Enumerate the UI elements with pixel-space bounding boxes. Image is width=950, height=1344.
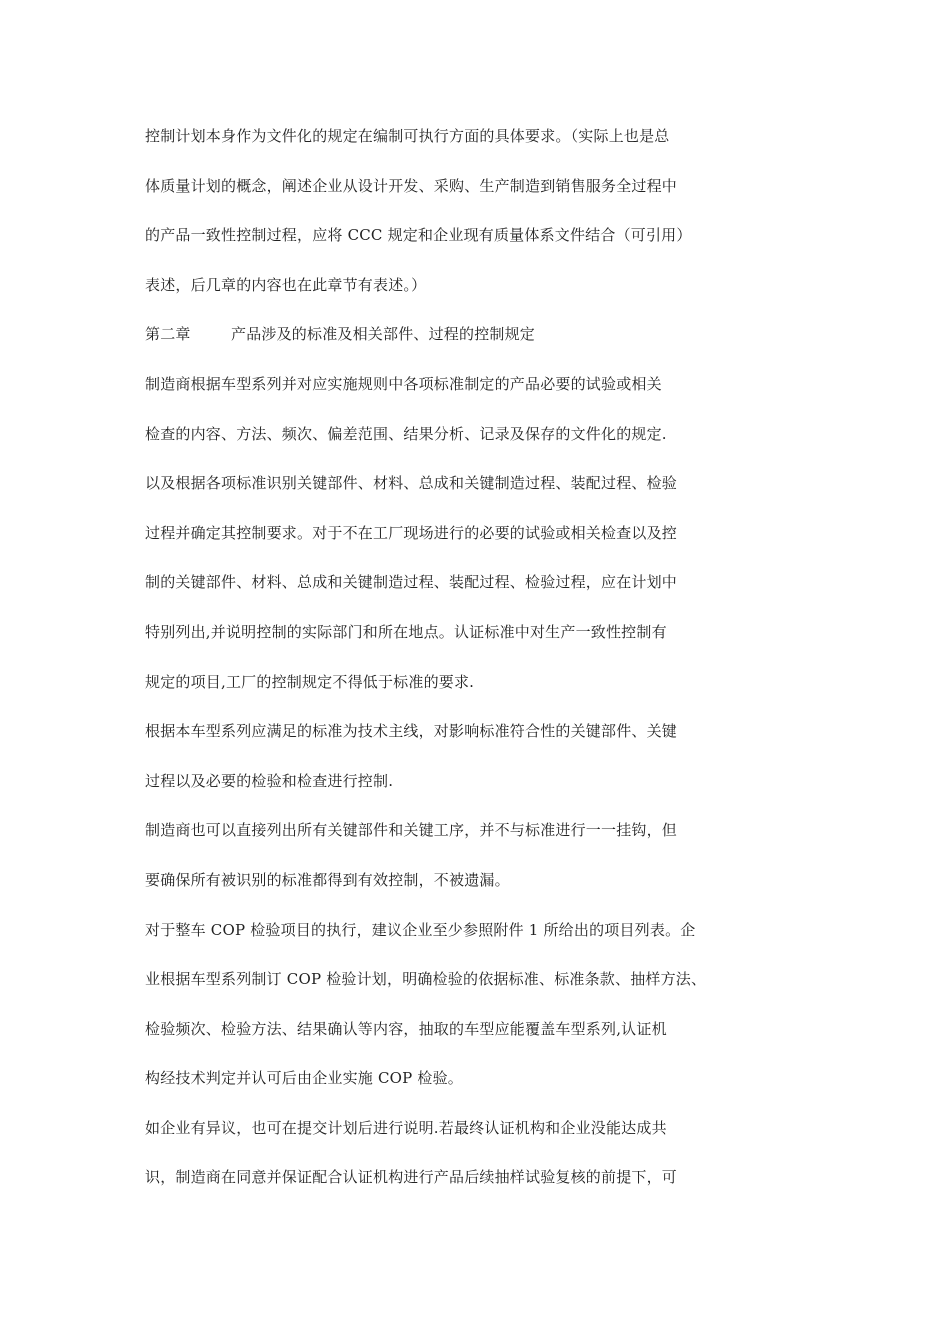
text-line: 制造商根据车型系列并对应实施规则中各项标准制定的产品必要的试验或相关 (145, 374, 662, 393)
text-line: 制的关键部件、材料、总成和关键制造过程、装配过程、检验过程，应在计划中 (145, 573, 678, 592)
text-line: 制造商也可以直接列出所有关键部件和关键工序，并不与标准进行一一挂钩，但 (145, 821, 678, 840)
text-line: 的产品一致性控制过程，应将 CCC 规定和企业现有质量体系文件结合（可引用） (145, 226, 692, 245)
text-line: 表述，后几章的内容也在此章节有表述。） (145, 275, 427, 294)
text-line: 规定的项目,工厂的控制规定不得低于标准的要求. (145, 672, 475, 691)
text-line: 业根据车型系列制订 COP 检验计划，明确检验的依据标准、标准条款、抽样方法、 (145, 970, 707, 989)
text-line: 检查的内容、方法、频次、偏差范围、结果分析、记录及保存的文件化的规定. (145, 424, 667, 443)
text-line: 要确保所有被识别的标准都得到有效控制，不被遗漏。 (145, 870, 510, 889)
text-line: 对于整车 COP 检验项目的执行，建议企业至少参照附件 1 所给出的项目列表。企 (145, 920, 696, 939)
text-line: 识，制造商在同意并保证配合认证机构进行产品后续抽样试验复核的前提下，可 (145, 1168, 678, 1187)
text-line: 过程并确定其控制要求。对于不在工厂现场进行的必要的试验或相关检查以及控 (145, 523, 678, 542)
text-line: 过程以及必要的检验和检查进行控制. (145, 771, 394, 790)
text-line: 特别列出,并说明控制的实际部门和所在地点。认证标准中对生产一致性控制有 (145, 622, 667, 641)
chapter-heading (145, 319, 785, 369)
chapter-title: 产品涉及的标准及相关部件、过程的控制规定 (231, 325, 536, 344)
text-line: 构经技术判定并认可后由企业实施 COP 检验。 (145, 1069, 464, 1088)
text-line: 控制计划本身作为文件化的规定在编制可执行方面的具体要求。（实际上也是总 (145, 127, 670, 145)
text-line: 如企业有异议，也可在提交计划后进行说明.若最终认证机构和企业没能达成共 (145, 1118, 667, 1137)
text-line: 以及根据各项标准识别关键部件、材料、总成和关键制造过程、装配过程、检验 (145, 474, 678, 493)
text-line: 根据本车型系列应满足的标准为技术主线，对影响标准符合性的关键部件、关键 (145, 722, 678, 741)
text-line: 检验频次、检验方法、结果确认等内容，抽取的车型应能覆盖车型系列,认证机 (145, 1019, 667, 1038)
document-body (145, 121, 785, 1212)
chapter-number: 第二章 (145, 325, 191, 344)
text-line: 体质量计划的概念，阐述企业从设计开发、采购、生产制造到销售服务全过程中 (145, 176, 678, 195)
